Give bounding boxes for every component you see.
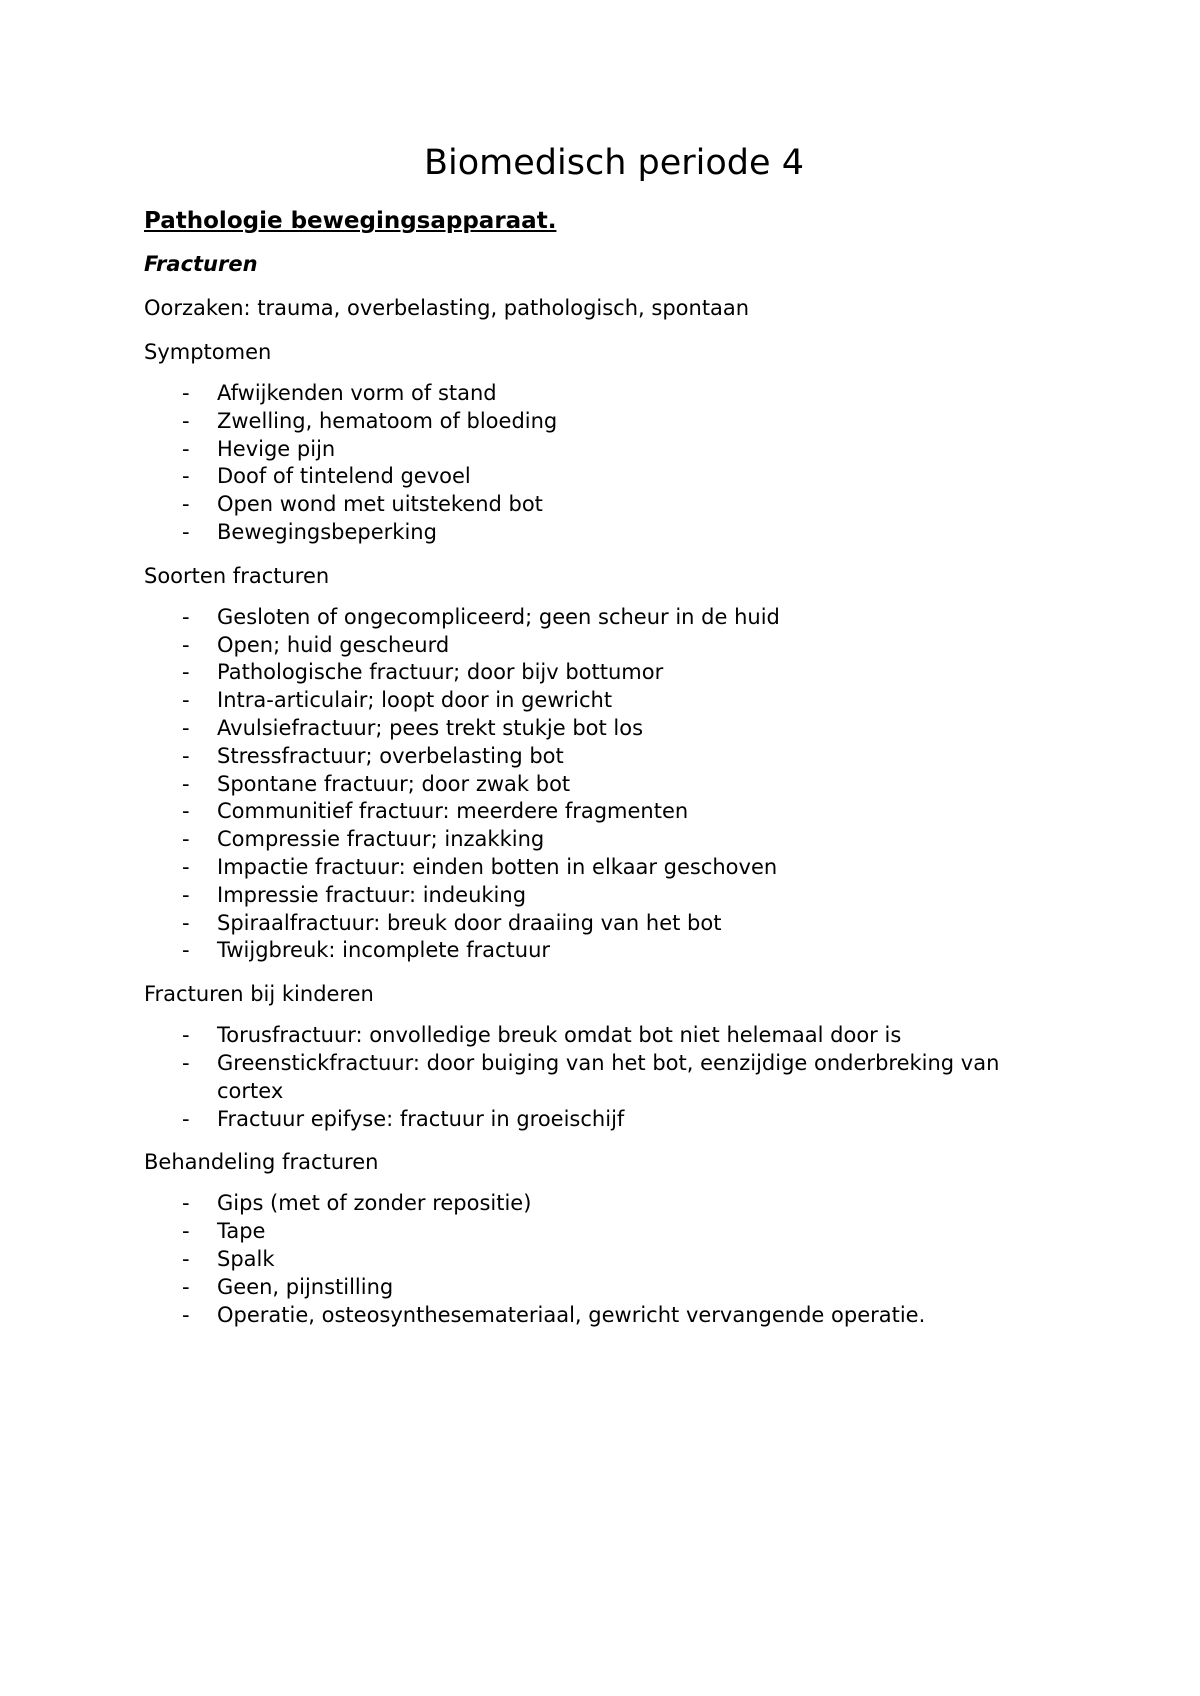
list-item — [144, 1190, 1064, 1218]
section-heading: Pathologie bewegingsapparaat. — [144, 208, 557, 234]
dash-marker: - — [182, 492, 190, 517]
list-heading: Symptomen — [144, 340, 272, 364]
list-item-text: Spalk — [217, 1246, 275, 1271]
list-item — [144, 463, 1064, 491]
lists-container — [144, 336, 1064, 1329]
list-item — [144, 910, 1064, 938]
dash-marker: - — [182, 1274, 190, 1299]
list-item-text: Gips (met of zonder repositie) — [217, 1191, 532, 1216]
dash-marker: - — [182, 938, 190, 963]
list-item-text: Hevige pijn — [217, 436, 336, 461]
list-item — [144, 1050, 1064, 1106]
list-item — [144, 743, 1064, 771]
dash-marker: - — [182, 1302, 190, 1327]
list-item — [144, 436, 1064, 464]
list-item-text: Zwelling, hematoom of bloeding — [217, 408, 558, 433]
list-item-text: Bewegingsbeperking — [217, 519, 437, 544]
dash-marker: - — [182, 743, 190, 768]
list-item-text: Twijgbreuk: incomplete fractuur — [217, 938, 551, 963]
dash-marker: - — [182, 464, 190, 489]
list-item-text: Stressfractuur; overbelasting bot — [217, 743, 564, 768]
list-item-text: Compressie fractuur; inzakking — [217, 827, 545, 852]
list-item — [144, 715, 1064, 743]
list-item-text: Geen, pijnstilling — [217, 1274, 394, 1299]
list-item-text: Doof of tintelend gevoel — [217, 464, 471, 489]
list-item — [144, 604, 1064, 632]
list-item-text: Gesloten of ongecompliceerd; geen scheur in de huid — [217, 604, 780, 629]
list-item — [144, 380, 1064, 408]
dash-list — [144, 1022, 1064, 1133]
dash-marker: - — [182, 715, 190, 740]
list-item-text: Communitief fractuur: meerdere fragmenten — [217, 799, 689, 824]
list-item — [144, 519, 1064, 547]
dash-marker: - — [182, 436, 190, 461]
dash-marker: - — [182, 910, 190, 935]
list-item-text: Open; huid gescheurd — [217, 632, 450, 657]
list-item — [144, 826, 1064, 854]
list-item-text: Impressie fractuur: indeuking — [217, 882, 527, 907]
list-item — [144, 632, 1064, 660]
subheading-fracturen: Fracturen — [144, 252, 258, 276]
dash-marker: - — [182, 660, 190, 685]
list-item-text: Pathologische fractuur; door bijv bottumor — [217, 660, 664, 685]
list-item-text: Intra-articulair; loopt door in gewricht — [217, 688, 613, 713]
dash-marker: - — [182, 1023, 190, 1048]
dash-marker: - — [182, 1219, 190, 1244]
dash-marker: - — [182, 1246, 190, 1271]
dash-marker: - — [182, 632, 190, 657]
list-item-text: Torusfractuur: onvolledige breuk omdat bot niet helemaal door is — [217, 1023, 902, 1048]
list-item-text: Afwijkenden vorm of stand — [217, 381, 497, 405]
list-item-text: Greenstickfractuur: door buiging van het bot, eenzijdige onderbreking van cortex — [217, 1050, 1000, 1103]
dash-marker: - — [182, 771, 190, 796]
list-item-text: Impactie fractuur: einden botten in elkaar geschoven — [217, 854, 778, 879]
list-item — [144, 1302, 1064, 1330]
list-item-text: Spiraalfractuur: breuk door draaiing van het bot — [217, 910, 722, 935]
dash-marker: - — [182, 408, 190, 433]
list-item-text: Open wond met uitstekend bot — [217, 492, 543, 517]
list-item-text: Tape — [217, 1219, 266, 1244]
list-item — [144, 798, 1064, 826]
dash-list — [144, 604, 1064, 965]
list-item-text: Operatie, osteosynthesemateriaal, gewricht vervangende operatie. — [217, 1302, 926, 1327]
list-item — [144, 687, 1064, 715]
list-item — [144, 659, 1064, 687]
dash-marker: - — [182, 1050, 190, 1075]
list-item — [144, 408, 1064, 436]
dash-marker: - — [182, 1106, 190, 1131]
list-item — [144, 1022, 1064, 1050]
list-item — [144, 937, 1064, 965]
list-item — [144, 771, 1064, 799]
document-content — [144, 138, 1064, 1342]
list-item — [144, 1246, 1064, 1274]
dash-marker: - — [182, 827, 190, 852]
document-title: Biomedisch periode 4 — [424, 143, 804, 183]
dash-marker: - — [182, 1191, 190, 1216]
list-item — [144, 491, 1064, 519]
list-item — [144, 1274, 1064, 1302]
list-heading: Behandeling fracturen — [144, 1150, 379, 1175]
list-item — [144, 882, 1064, 910]
list-item — [144, 854, 1064, 882]
dash-marker: - — [182, 882, 190, 907]
list-heading: Soorten fracturen — [144, 563, 330, 588]
dash-list — [144, 1190, 1064, 1329]
list-item — [144, 1218, 1064, 1246]
list-heading: Fracturen bij kinderen — [144, 982, 374, 1007]
dash-list — [144, 380, 1064, 547]
list-item-text: Avulsiefractuur; pees trekt stukje bot los — [217, 715, 644, 740]
dash-marker: - — [182, 688, 190, 713]
dash-marker: - — [182, 604, 190, 629]
list-item — [144, 1106, 1064, 1134]
list-item-text: Fractuur epifyse: fractuur in groeischijf — [217, 1106, 625, 1131]
dash-marker: - — [182, 519, 190, 544]
dash-marker: - — [182, 854, 190, 879]
dash-marker: - — [182, 799, 190, 824]
dash-marker: - — [182, 381, 190, 405]
list-item-text: Spontane fractuur; door zwak bot — [217, 771, 571, 796]
causes-paragraph: Oorzaken: trauma, overbelasting, pathologisch, spontaan — [144, 296, 750, 320]
